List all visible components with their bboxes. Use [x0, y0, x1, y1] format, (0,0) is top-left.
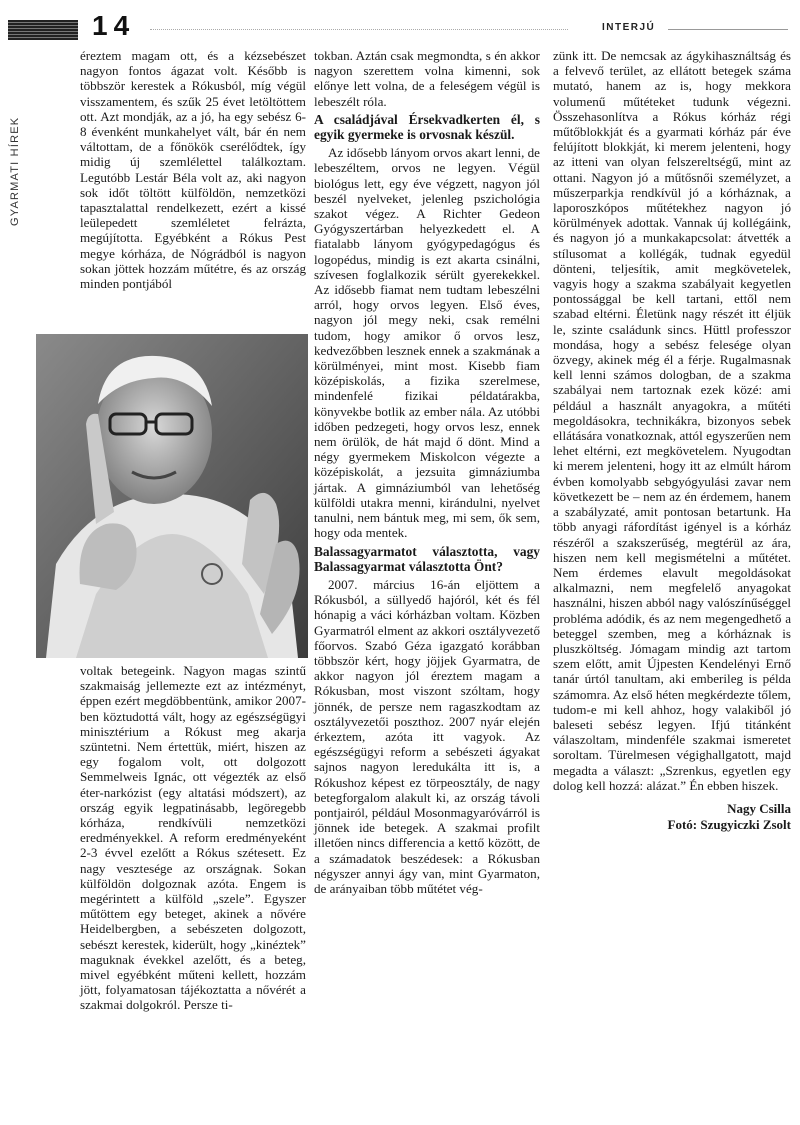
header-stripe-bar	[8, 20, 78, 40]
side-label-text: GYARMATI HÍREK	[9, 116, 21, 226]
column-1-bottom	[80, 663, 306, 1013]
section-label: INTERJÚ	[602, 22, 656, 33]
paragraph: voltak betegeink. Nagyon magas szintű szakmaiság jellemezte ezt az intézményt, éppen ezért megdöbbentünk, amikor 2007-ben köztudottá vált, hogy az egészségügyi minisztérium a Rókust meg akarja szüntetni. Nem értettük, miért, hiszen az egy fogalom volt, ott dolgozott Semmelweis Ignác, ott végezték az első éter-narkózist (egy altatási módszert), az ország egyik legpatinásabb, legöregebb kórháza, rendkívüli nemzetközi eredményekkel. A reform eredményeként 2-3 évvel ezelőtt a Rókus szétesett. Ez nagy vesztesége az országnak. Sokan külföldön dolgoznak azóta. Engem is megérintett a külföld „szele”. Egyszer műtöttem egy beteget, akinek a nővére Heidelbergben, a sebészeten dolgozott, sebészt kerestek, kiderült, hogy „kinéztek” maguknak évekkel azelőtt, és a beteg, mivel egyébként műteni kellett, hozzám jött, folyamatosan tájékoztatta a nővérét a szakmai dolgokról. Persze ti-	[80, 663, 306, 1013]
paragraph: tokban. Aztán csak megmondta, s én akkor nagyon szerettem volna kimenni, sok előnye lett volna, de a feleségem végül is lebeszélt róla.	[314, 48, 540, 109]
column-1-top	[80, 48, 306, 291]
paragraph: 2007. március 16-án eljöttem a Rókusból, a süllyedő hajóról, két és fél hónapig a váci kórházban voltam. Közben Gyarmatról elment az akkori osztályvezető főorvos. Szabó Géza igazgató korábban többször kért, hogy jöjjek Gyarmatra, de akkor nagyon jól éreztem magam a Rókusban, most viszont szóltam, hogy jönnék, de persze nem ragaszkodtam az osztályvezetői poszthoz. 2007 nyár elején érkeztem, azóta itt vagyok. Az egészségügyi reform a sebészeti ágyakat sajnos nagyon leredukálta itt is, a Rókushoz képest ez törpeosztály, de nagy betegforgalom alakult ki, az ország távoli pontjairól, például Mosonmagyaróvárról is jönnek ide betegek. A szakmai profilt illetően nincs differencia a kettő között, de a számadatok beszédesek: a Rókusban négyszer annyi ágy van, mint Gyarmaton, de arányaiban több műtétet vég-	[314, 576, 540, 896]
interview-photo	[36, 334, 308, 658]
photo-credit: Fotó: Szugyiczki Zsolt	[667, 816, 791, 832]
article-credits	[553, 801, 791, 833]
interview-question: A családjával Érsekvadkerten él, s egyik gyermeke is orvosnak készül.	[314, 111, 540, 143]
author-name: Nagy Csilla	[727, 800, 791, 816]
paragraph: éreztem magam ott, és a kézsebészet nagyon fontos ágazat volt. Később is többször kerestek a Rókusból, míg végül visszamentem, és szűk 25 évet letöltöttem ott. Azt mondják, az a jó, ha egy sebész 6-8 évenként munkahelyet vált, bár én nem váltottam, de a főnökök cserélődtek, így midig új szemlélettel találkoztam. Legutóbb Lestár Béla volt az, aki nagyon sok időt töltött külföldön, nemzetközi tapasztalattal rendelkezett, ezért a kissé leülepedett szemléletet felrázta, megújította. Egyébként a Rókus Pest megye kórháza, de Nógrádból is nagyon sokan jöttek hozzám műtétre, és az ország minden pontjából	[80, 48, 306, 292]
paragraph: Az idősebb lányom orvos akart lenni, de lebeszéltem, orvos ne legyen. Végül biológus lett, egy éve végzett, nagyon jól beszél nyelveket, jelenleg pszichológia szakot végez. A Richter Gedeon Gyógyszertárban helyezkedett el. A fiatalabb lányom gyógypedagógus és logopédus, mindig is ezt akarta csinálni, szívesen foglalkozik sérült gyerekekkel. Az idősebb fiamat nem tudtam lebeszélni arról, hogy orvos legyen. Első éves, nagyon jól megy neki, csak remélni tudom, hogy amikor ő orvos lesz, kedvezőbben lesznek ennek a szakmának a körülményei, mint most. Kisebb fiam középiskolás, a fizika szerelmese, mindenfelé fizikai példatárakba, könyvekbe botlik az ember nála. Az utóbbi időben pedzegeti, hogy orvos lesz, ennek nem örülök, de hát majd ő dönt. Mind a négy gyermekem Miskolcon végezte a középiskolát, a jezsuita gimnáziumba jártak. A gimnáziumból van lehetőség külföldi utakra menni, kirándulni, nyelvet tanulni, nem bántuk meg, mi sem, ők sem, hogy oda mentek.	[314, 145, 540, 541]
header-rule-right	[668, 29, 788, 30]
portrait-photo-icon	[36, 334, 308, 658]
column-3	[553, 48, 791, 833]
interview-question: Balassagyarmatot választotta, vagy Balassagyarmat választotta Önt?	[314, 543, 540, 574]
page-number: 14	[92, 10, 136, 41]
column-2	[314, 48, 540, 896]
side-label	[6, 58, 30, 228]
paragraph: zünk itt. De nemcsak az ágykihasználtság és a felvevő terület, az ellátott betegek száma mutató, hanem az is, hogy mekkora volumenű műtéteket tudunk végezni. Összehasonlítva a Rókus kórház régi műtőblokkját és a gyarmati kórház pár éve felújított blokkját, ki merem jelenteni, hogy az itteni van olyan felszereltségű, mint az ottani. Nagyon jó a műtősnői személyzet, a műszerparkja rendkívül jó a kórháznak, a laporoszkópos műtétekhez nagyon jó körülmények adottak. Vannak új kollégáink, és nagyon jó a munkakapcsolat: átvették a stílusomat a kollégák, tudnak egyedül dönteni, teljesítik, amit megkövetelek, vagyis hogy a szakma szabályait kegyetlen pontossággal be kell tartani, ettől nem szabad eltérni. Életünk nagy részét itt éljük le, szinte családunk sincs. Hüttl professzor mondása, hogy a sebész felesége olyan özvegy, akinek még él a férje. Rugalmasnak kell lenni számos dologban, de a szakma szabályai nem tartoznak ezek közé: ami például a használt anyagokra, a műtéti megoldásokra, technikákra, bizonyos sebek ellátására vonatkoznak, attól egyszerűen nem lehet eltérni, ezt megkövetelem. Nyugodtan ki merem jelenteni, hogy itt az elmúlt három évben komolyabb sebgyógyulási zavar nem következett be – nem az én érdemem, hanem a szabályzaté, amit pontosan betartunk. Ha több anyagi ráfordítást igényel is a kórház részéről a szakszerűség, megtérül az ára, hiszen nem kell megismételni a műtétet. Nem érdemes elavult megoldásokat alkalmazni, nem megfelelő anyagokat használni, hiszen abból nagy valószínűséggel probléma adódik, és az nem megengedhető a beteggel szemben, meg a kórháznak is pluszköltség. Jómagam mindig azt tartom szem előtt, amit Újpesten Kendelényi Ernő tanár úrtól tanultam, aki emberileg is példa számomra. Az első héten megkérdezte tőlem, tudom-e mi kell ahhoz, hogy valakiből jó baleseti sebész legyen. Ifjú titánként válaszoltam, mindenféle szakmai ismeretet soroltam. Türelmesen végighallgatott, majd megadta a választ: „Szrenkus, egyetlen egy dolog kell hozzá: alázat.” Én ebben hiszek.	[553, 48, 791, 793]
header-dotted-rule	[150, 29, 568, 30]
